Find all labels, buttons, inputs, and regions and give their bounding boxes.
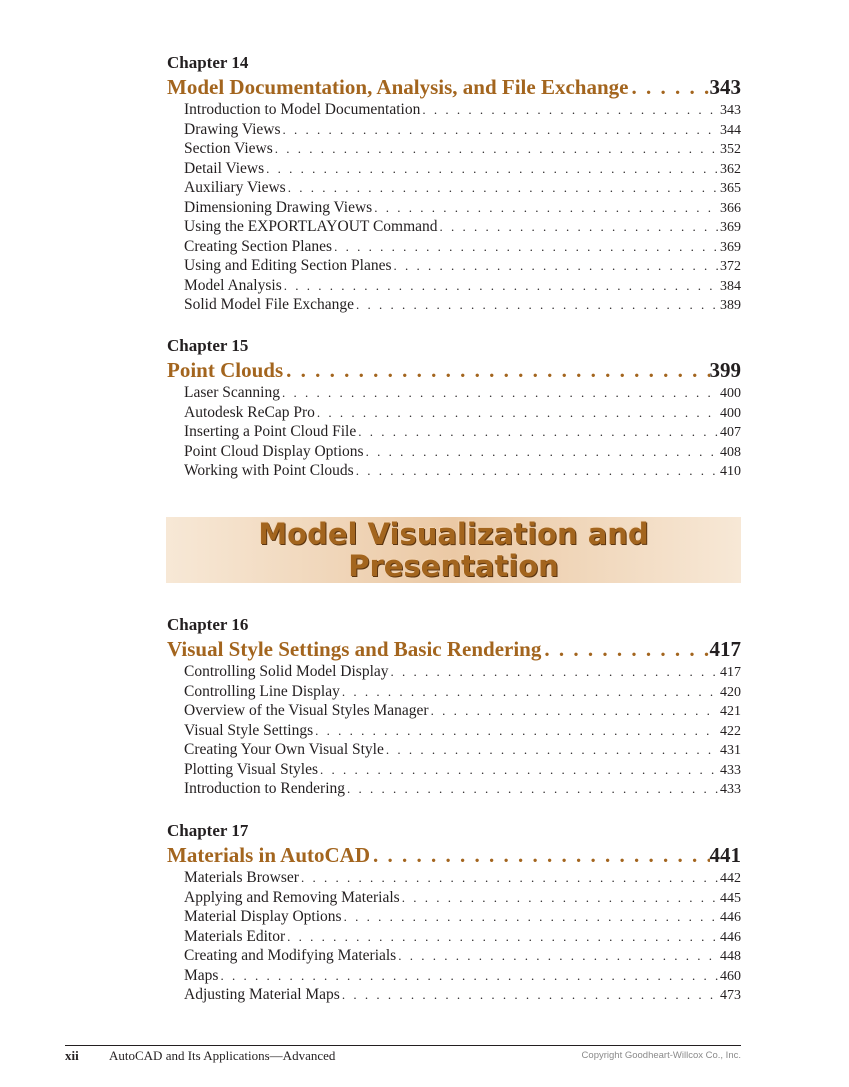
entry-title: Section Views	[184, 140, 273, 157]
chapter-16-entries	[184, 663, 741, 800]
entry-page-number: 343	[720, 103, 741, 118]
entry-title: Using the EXPORTLAYOUT Command	[184, 218, 438, 235]
entry-page-number: 369	[720, 220, 741, 235]
toc-entry[interactable]	[184, 908, 741, 928]
dot-leader	[288, 180, 718, 196]
dot-leader	[317, 405, 718, 421]
entry-page-number: 408	[720, 444, 741, 460]
entry-title: Controlling Line Display	[184, 682, 340, 700]
entry-page-number: 417	[720, 665, 741, 680]
dot-leader	[284, 278, 718, 294]
chapter-page-number: 399	[709, 358, 741, 382]
dot-leader	[344, 909, 718, 925]
section-banner-line-2: Presentation	[348, 549, 559, 583]
dot-leader	[315, 723, 718, 739]
entry-title: Drawing Views	[184, 120, 281, 138]
entry-title: Creating Your Own Visual Style	[184, 741, 384, 758]
toc-entry[interactable]	[184, 140, 741, 160]
entry-page-number: 448	[720, 949, 741, 964]
dot-leader	[402, 890, 718, 906]
toc-entry[interactable]	[184, 179, 741, 199]
dot-leader	[275, 141, 718, 157]
dot-leader	[286, 358, 709, 383]
entry-page-number: 420	[720, 684, 741, 700]
toc-entry[interactable]	[184, 296, 741, 316]
footer-page-number: xii	[65, 1048, 79, 1063]
dot-leader	[282, 385, 718, 401]
chapter-14-label: Chapter 14	[167, 53, 249, 72]
entry-title: Using and Editing Section Planes	[184, 257, 392, 274]
entry-title: Adjusting Material Maps	[184, 986, 340, 1003]
entry-page-number: 344	[720, 122, 741, 138]
dot-leader	[374, 200, 718, 216]
entry-page-number: 407	[720, 425, 741, 440]
toc-entry[interactable]	[184, 986, 741, 1006]
chapter-15-entries	[184, 384, 741, 482]
dot-leader	[394, 258, 718, 274]
chapter-title-text: Materials in AutoCAD	[167, 843, 370, 867]
toc-entry[interactable]	[184, 101, 741, 121]
entry-title: Inserting a Point Cloud File	[184, 423, 357, 440]
toc-entry[interactable]	[184, 199, 741, 219]
section-banner-line-1: Model Visualization and	[258, 517, 649, 551]
dot-leader	[334, 239, 718, 255]
dot-leader	[342, 684, 718, 700]
dot-leader	[283, 122, 718, 138]
entry-page-number: 410	[720, 464, 741, 479]
entry-page-number: 433	[720, 762, 741, 778]
chapter-15-title[interactable]	[167, 358, 741, 383]
toc-entry[interactable]	[184, 722, 741, 742]
entry-page-number: 421	[720, 704, 741, 719]
dot-leader	[544, 637, 709, 662]
toc-entry[interactable]	[184, 404, 741, 424]
entry-page-number: 422	[720, 723, 741, 739]
entry-page-number: 446	[720, 910, 741, 925]
toc-entry[interactable]	[184, 462, 741, 482]
entry-title: Controlling Solid Model Display	[184, 663, 389, 680]
dot-leader	[301, 870, 718, 886]
chapter-14-title[interactable]	[167, 75, 741, 100]
toc-entry[interactable]	[184, 277, 741, 297]
dot-leader	[422, 102, 718, 118]
dot-leader	[386, 742, 718, 758]
toc-entry[interactable]	[184, 889, 741, 909]
dot-leader	[440, 219, 718, 235]
entry-title: Detail Views	[184, 159, 265, 177]
toc-entry[interactable]	[184, 780, 741, 800]
toc-entry[interactable]	[184, 967, 741, 987]
entry-title: Model Analysis	[184, 276, 282, 294]
dot-leader	[347, 781, 718, 797]
entry-title: Maps	[184, 966, 219, 984]
chapter-title-text: Model Documentation, Analysis, and File Exchange	[167, 75, 629, 99]
dot-leader	[398, 948, 718, 964]
entry-title: Point Cloud Display Options	[184, 442, 364, 460]
entry-title: Introduction to Rendering	[184, 780, 345, 797]
dot-leader	[266, 161, 718, 177]
entry-page-number: 400	[720, 405, 741, 421]
entry-title: Materials Browser	[184, 869, 299, 886]
entry-page-number: 366	[720, 200, 741, 216]
toc-entry[interactable]	[184, 121, 741, 141]
entry-title: Solid Model File Exchange	[184, 296, 355, 313]
chapter-16-label: Chapter 16	[167, 615, 249, 634]
section-banner	[166, 517, 741, 583]
entry-page-number: 445	[720, 890, 741, 906]
entry-page-number: 369	[720, 239, 741, 255]
entry-page-number: 372	[720, 259, 741, 274]
entry-page-number: 433	[720, 782, 741, 797]
chapter-title-text: Point Clouds	[167, 358, 284, 382]
dot-leader	[342, 987, 718, 1003]
entry-title: Applying and Removing Materials	[184, 888, 400, 906]
entry-title: Autodesk ReCap Pro	[184, 403, 315, 421]
entry-page-number: 389	[720, 298, 741, 313]
toc-entry[interactable]	[184, 257, 741, 277]
entry-page-number: 400	[720, 386, 741, 401]
chapter-page-number: 343	[709, 75, 741, 99]
footer-book-title: AutoCAD and Its Applications—Advanced	[109, 1048, 336, 1063]
toc-entry[interactable]	[184, 218, 741, 238]
dot-leader	[366, 444, 718, 460]
footer-copyright: Copyright Goodheart-Willcox Co., Inc.	[581, 1050, 741, 1061]
dot-leader	[391, 664, 718, 680]
entry-title: Creating Section Planes	[184, 237, 333, 255]
entry-page-number: 362	[720, 161, 741, 177]
chapter-17-title[interactable]	[167, 843, 741, 868]
dot-leader	[287, 929, 718, 945]
chapter-16-title[interactable]	[167, 637, 741, 662]
entry-page-number: 431	[720, 743, 741, 758]
dot-leader	[631, 75, 709, 100]
entry-title: Creating and Modifying Materials	[184, 947, 397, 964]
chapter-page-number: 441	[709, 843, 741, 867]
chapter-14-entries	[184, 101, 741, 316]
entry-title: Auxiliary Views	[184, 179, 286, 196]
entry-page-number: 384	[720, 278, 741, 294]
entry-title: Laser Scanning	[184, 384, 280, 401]
entry-title: Overview of the Visual Styles Manager	[184, 702, 429, 719]
dot-leader	[320, 762, 718, 778]
toc-entry[interactable]	[184, 741, 741, 761]
toc-entry[interactable]	[184, 869, 741, 889]
chapter-15-label: Chapter 15	[167, 336, 249, 355]
dot-leader	[356, 297, 718, 313]
toc-entry[interactable]	[184, 160, 741, 180]
entry-page-number: 442	[720, 871, 741, 886]
entry-page-number: 446	[720, 929, 741, 945]
dot-leader	[373, 843, 710, 868]
chapter-title-text: Visual Style Settings and Basic Rendering	[167, 637, 542, 661]
toc-entry[interactable]	[184, 702, 741, 722]
entry-title: Dimensioning Drawing Views	[184, 198, 373, 216]
toc-entry[interactable]	[184, 928, 741, 948]
entry-title: Introduction to Model Documentation	[184, 101, 421, 118]
entry-page-number: 473	[720, 988, 741, 1003]
entry-title: Material Display Options	[184, 908, 342, 925]
toc-entry[interactable]	[184, 683, 741, 703]
entry-title: Materials Editor	[184, 927, 286, 945]
entry-title: Visual Style Settings	[184, 721, 314, 739]
entry-page-number: 352	[720, 142, 741, 157]
toc-entry[interactable]	[184, 663, 741, 683]
dot-leader	[220, 968, 718, 984]
dot-leader	[358, 424, 718, 440]
entry-title: Plotting Visual Styles	[184, 760, 318, 778]
entry-title: Working with Point Clouds	[184, 462, 354, 479]
footer-rule	[65, 1045, 741, 1046]
dot-leader	[431, 703, 718, 719]
toc-entry[interactable]	[184, 384, 741, 404]
chapter-17-label: Chapter 17	[167, 821, 249, 840]
toc-entry[interactable]	[184, 423, 741, 443]
section-banner-title	[258, 518, 648, 582]
chapter-17-entries	[184, 869, 741, 1006]
entry-page-number: 365	[720, 181, 741, 196]
dot-leader	[356, 463, 718, 479]
toc-entry[interactable]	[184, 238, 741, 258]
toc-entry[interactable]	[184, 761, 741, 781]
entry-page-number: 460	[720, 968, 741, 984]
toc-entry[interactable]	[184, 947, 741, 967]
chapter-page-number: 417	[709, 637, 741, 661]
toc-entry[interactable]	[184, 443, 741, 463]
